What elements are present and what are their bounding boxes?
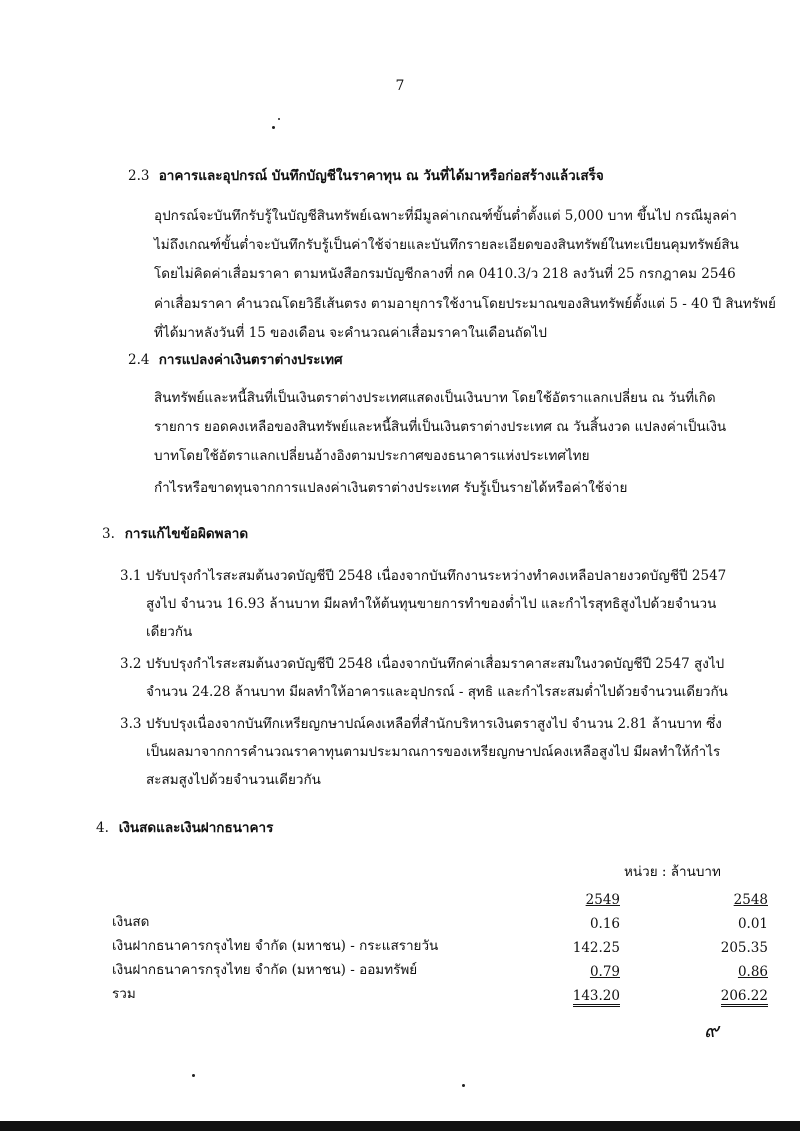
table-row xyxy=(112,932,768,956)
text-line: อุปกรณ์จะบันทึกรับรู้ในบัญชีสินทรัพย์เฉพาะที่มีมูลค่าเกณฑ์ขั้นต่ำตั้งแต่ 5,000 บาท ขึ้นไป กรณีมูลค่า xyxy=(154,208,737,224)
row-label: เงินสด xyxy=(112,914,150,930)
section-title: การแปลงค่าเงินตราต่างประเทศ xyxy=(158,352,343,368)
total-label: รวม xyxy=(112,986,136,1002)
section-2-3-heading xyxy=(128,166,604,186)
section-4-heading xyxy=(96,818,273,838)
text-line: เป็นผลมาจากการคำนวณราคาทุนตามประมาณการของเหรียญกษาปณ์คงเหลือสูงไป มีผลทำให้กำไร xyxy=(146,744,721,760)
text-line: สูงไป จำนวน 16.93 ล้านบาท มีผลทำให้ต้นทุนขายการทำของต่ำไป และกำไรสุทธิสูงไปด้วยจำนวน xyxy=(146,596,717,612)
section-number: 3. xyxy=(102,526,115,542)
section-number: 4. xyxy=(96,820,109,836)
handwritten-initial: ๙ xyxy=(704,1018,719,1042)
section-2-3 xyxy=(128,166,604,186)
scan-speck xyxy=(192,1074,195,1077)
section-2-4 xyxy=(128,350,343,370)
scan-speck xyxy=(278,118,280,120)
item-number: 3.2 xyxy=(120,656,142,672)
text-line: สะสมสูงไปด้วยจำนวนเดียวกัน xyxy=(146,772,321,788)
table-row xyxy=(112,956,768,980)
section-title: อาคารและอุปกรณ์ บันทึกบัญชีในราคาทุน ณ วันที่ได้มาหรือก่อสร้างแล้วเสร็จ xyxy=(158,168,604,184)
text-line: เดียวกัน xyxy=(146,624,193,640)
row-value: 0.86 xyxy=(737,964,768,980)
text-line: โดยไม่คิดค่าเสื่อมราคา ตามหนังสือกรมบัญชีกลางที่ กค 0410.3/ว 218 ลงวันที่ 25 กรกฎาคม 2546 xyxy=(154,266,736,282)
row-label: เงินฝากธนาคารกรุงไทย จำกัด (มหาชน) - ออมทรัพย์ xyxy=(112,962,418,978)
section-title: การแก้ไขข้อผิดพลาด xyxy=(124,526,249,542)
scan-speck xyxy=(462,1084,465,1087)
unit-label: หน่วย : ล้านบาท xyxy=(624,864,721,880)
table-total-row xyxy=(112,980,768,1004)
year-header: 2549 xyxy=(585,892,620,908)
item-3-3 xyxy=(120,714,722,790)
section-3-heading xyxy=(102,524,248,544)
item-number: 3.1 xyxy=(120,568,142,584)
section-3 xyxy=(102,524,248,544)
row-value: 0.79 xyxy=(589,964,620,980)
item-number: 3.3 xyxy=(120,716,142,732)
section-2-3-paragraph-1 xyxy=(154,206,739,284)
section-2-3-paragraph-2 xyxy=(154,294,776,343)
total-value: 206.22 xyxy=(721,988,768,1007)
section-number: 2.3 xyxy=(128,168,150,184)
table-row xyxy=(112,908,768,932)
text-line: ที่ได้มาหลังวันที่ 15 ของเดือน จะคำนวณค่าเสื่อมราคาในเดือนถัดไป xyxy=(154,325,547,341)
text-line: ไม่ถึงเกณฑ์ขั้นต่ำจะบันทึกรับรู้เป็นค่าใช้จ่ายและบันทึกรายละเอียดของสินทรัพย์ในทะเบียนคุมทรัพย์สิน xyxy=(154,237,739,253)
section-number: 2.4 xyxy=(128,352,150,368)
year-header: 2548 xyxy=(733,892,768,908)
text-line: บาทโดยใช้อัตราแลกเปลี่ยนอ้างอิงตามประกาศของธนาคารแห่งประเทศไทย xyxy=(154,448,590,464)
section-2-4-paragraph-2 xyxy=(154,478,627,498)
scan-speck xyxy=(272,126,275,129)
table-header-row xyxy=(112,884,768,908)
row-value: 0.01 xyxy=(737,916,768,932)
text-line: ปรับปรุงเนื่องจากบันทึกเหรียญกษาปณ์คงเหลือที่สำนักบริหารเงินตราสูงไป จำนวน 2.81 ล้านบาท ซึ่ง xyxy=(146,716,722,732)
text-line: ปรับปรุงกำไรสะสมต้นงวดบัญชีปี 2548 เนื่องจากบันทึกค่าเสื่อมราคาสะสมในงวดบัญชีปี 2547 สูงไป xyxy=(146,656,725,672)
row-value: 0.16 xyxy=(589,916,620,932)
row-value: 142.25 xyxy=(572,940,620,956)
section-4 xyxy=(96,818,273,838)
cash-table xyxy=(112,884,768,1004)
section-2-4-paragraph-1 xyxy=(154,388,726,466)
page-number: 7 xyxy=(395,78,405,94)
scan-edge xyxy=(0,1121,800,1131)
text-line: รายการ ยอดคงเหลือของสินทรัพย์และหนี้สินที่เป็นเงินตราต่างประเทศ ณ วันสิ้นงวด แปลงค่าเป็นเงิน xyxy=(154,419,727,435)
text-line: จำนวน 24.28 ล้านบาท มีผลทำให้อาคารและอุปกรณ์ - สุทธิ และกำไรสะสมต่ำไปด้วยจำนวนเดียวกัน xyxy=(146,684,728,700)
item-3-2 xyxy=(120,654,728,702)
section-2-4-heading xyxy=(128,350,343,370)
text-line: ค่าเสื่อมราคา คำนวณโดยวิธีเส้นตรง ตามอายุการใช้งานโดยประมาณของสินทรัพย์ตั้งแต่ 5 - 40 ปี สินทรัพย์ xyxy=(154,296,776,312)
section-title: เงินสดและเงินฝากธนาคาร xyxy=(118,820,274,836)
row-value: 205.35 xyxy=(720,940,768,956)
row-label: เงินฝากธนาคารกรุงไทย จำกัด (มหาชน) - กระแสรายวัน xyxy=(112,938,439,954)
item-3-1 xyxy=(120,566,726,642)
text-line: สินทรัพย์และหนี้สินที่เป็นเงินตราต่างประเทศแสดงเป็นเงินบาท โดยใช้อัตราแลกเปลี่ยน ณ วันที่เกิด xyxy=(154,390,716,406)
total-value: 143.20 xyxy=(573,988,620,1007)
text-line: กำไรหรือขาดทุนจากการแปลงค่าเงินตราต่างประเทศ รับรู้เป็นรายได้หรือค่าใช้จ่าย xyxy=(154,480,628,496)
text-line: ปรับปรุงกำไรสะสมต้นงวดบัญชีปี 2548 เนื่องจากบันทึกงานระหว่างทำคงเหลือปลายงวดบัญชีปี 2547 xyxy=(146,568,727,584)
